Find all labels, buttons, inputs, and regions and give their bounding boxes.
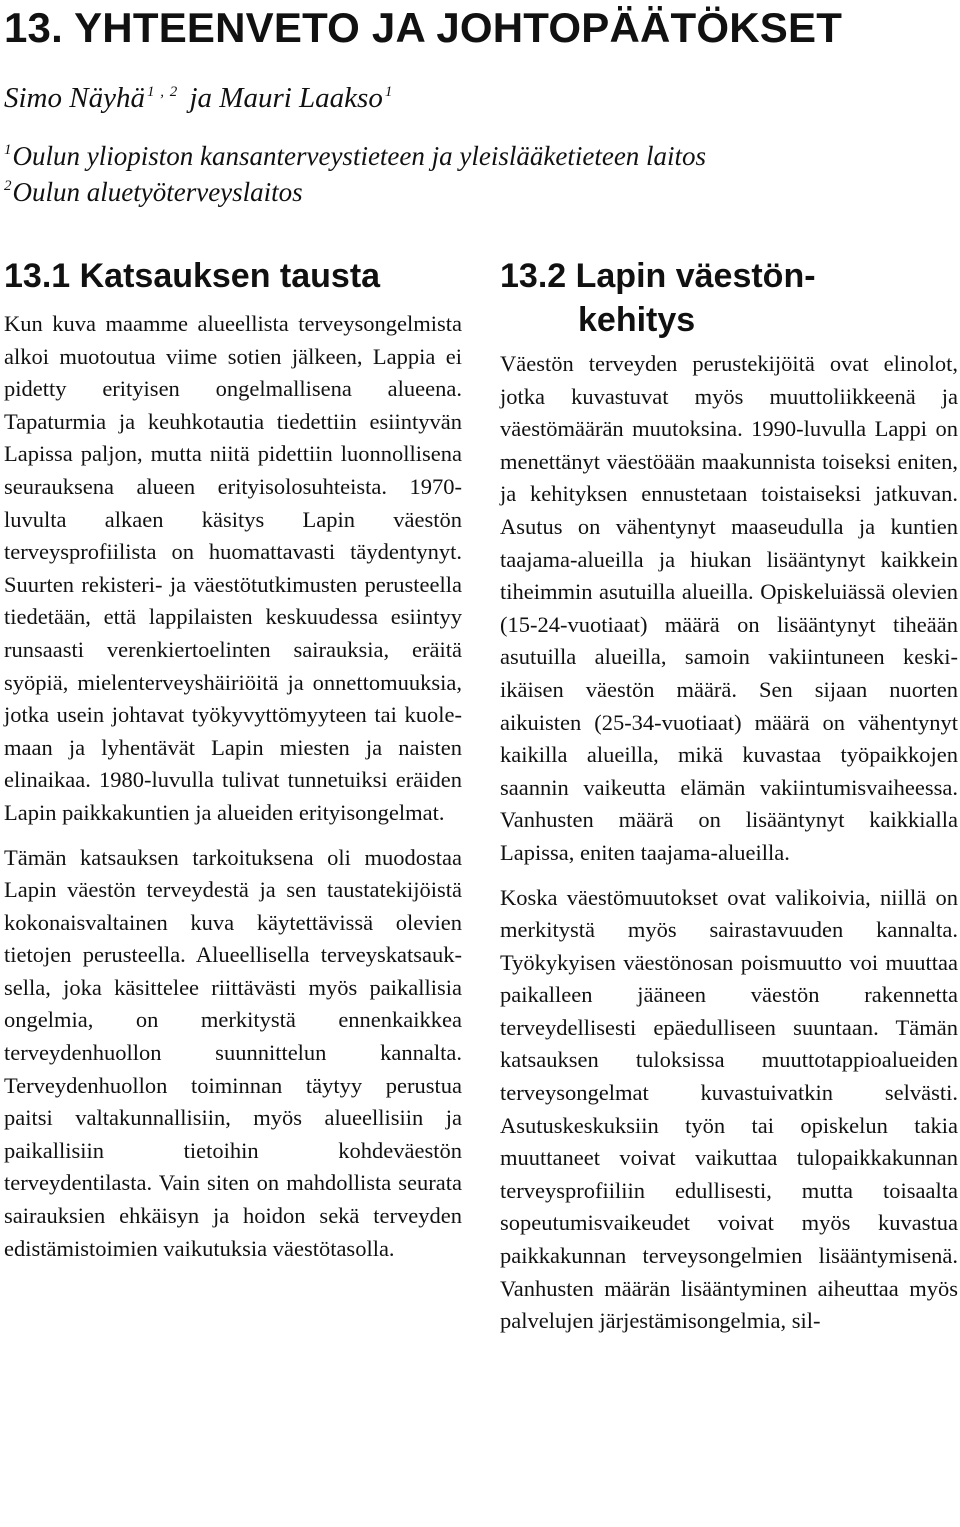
body-paragraph: Tämän katsauksen tarkoituksena oli muodostaa Lapin väestön terveydestä ja sen taustatekijöistä kokonaisvaltainen kuva käytettävissä olevien tietojen perusteella. Alueellisella terveyskatsauksella, joka käsittelee riittävästi myös paikallisia ongelmia, on merkitystä ennenkaikkea terveydenhuollon suunnittelun kannalta. Terveydenhuollon toiminnan täytyy perustua paitsi valtakunnallisiin, myös alueellisiin ja paikallisiin tietoihin kohdeväestön terveydentilasta. Vain siten on mahdollista seurata sairauksien ehkäisyn ja hoidon sekä terveyden edistämistoimien vaikutuksia väestötasolla. (4, 844, 462, 1261)
body-paragraph: Kun kuva maamme alueellista terveysongelmista alkoi muotoutua viime sotien jälkeen, Lappia ei pidetty erityisen ongelmallisena alueena. Tapaturmia ja keuhkotautia tiedettiin esiintyvän Lapissa paljon, mutta niitä pidettiin luonnollisena seurauksena alueen erityisolosuhteista. 1970-luvulta alkaen käsitys Lapin väestön terveysprofiilista on huomattavasti täydentynyt. Suurten rekisteri- ja väestötutkimusten perusteella tiedetään, että lappilaisten keskuudessa esiintyy runsaasti verenkiertoelinten sairauksia, eräitä syöpiä, mielenterveyshäiriöitä ja onnettomuuksia, jotka usein johtavat työkyvyttömyyteen tai kuolemaan ja lyhentävät Lapin miesten ja naisten elinaikaa. 1980-luvulla tulivat tunnetuiksi eräiden Lapin paikkakuntien ja alueiden erityisongelmat. (4, 311, 462, 825)
author-line (4, 80, 397, 116)
section-heading-line: 13.2 Lapin väestön- (500, 257, 816, 295)
author-affiliation-marker: 1 (384, 84, 394, 100)
affiliation-text: Oulun yliopiston kansanterveystieteen ja yleislääketieteen laitos (12, 141, 707, 171)
section-heading (500, 254, 958, 342)
affiliation-line (4, 174, 706, 210)
left-column (4, 254, 462, 1277)
affiliations (4, 138, 706, 210)
author-name: Mauri Laakso (219, 82, 383, 114)
section-heading-line: kehitys (578, 301, 696, 339)
body-paragraph: Väestön terveyden perustekijöitä ovat elinolot, jotka kuvastuvat myös muuttoliikkeenä ja väestömäärän muutoksina. 1990-luvulla Lappi on menettänyt väestöään maakunnista toiseksi eniten, ja kehityksen ennustetaan toistaiseksi jatkuvan. Asutus on vähentynyt maaseudulla ja kuntien taajama-alueilla ja hiukan lisääntynyt kaikkein tiheimmin asutuilla alueilla. Opiskeluiässä olevien (15-24-vuotiaat) määrä on lisääntynyt tiheään asutuilla alueilla, samoin vakiintuneen keski-ikäisen väestön määrä. Sen sijaan nuorten aikuisten (25-34-vuotiaat) määrä on vähentynyt kaikilla alueilla, mikä kuvastaa työpaikkojen saannin vaikeutta elämän vakiintumisvaiheessa. Vanhusten määrä on lisääntynyt kaikkialla Lapissa, eniten taajama-alueilla. (500, 351, 958, 865)
affiliation-marker: 1 (4, 142, 12, 158)
affiliation-line (4, 138, 706, 174)
chapter-title: 13. YHTEENVETO JA JOHTOPÄÄTÖKSET (4, 4, 843, 51)
author-name: Simo Näyhä (4, 82, 145, 114)
right-column (500, 254, 958, 1350)
affiliation-text: Oulun aluetyöterveyslaitos (12, 177, 303, 207)
section-heading: 13.1 Katsauksen tausta (4, 257, 381, 295)
affiliation-marker: 2 (4, 178, 12, 194)
body-paragraph: Koska väestömuutokset ovat valikoivia, niillä on merkitystä myös sairastavuuden kannalta. Työkykyisen väestönosan poismuutto voi muuttaa paikalleen jääneen väestön rakennetta terveydellisesti epäedulliseen suuntaan. Tämän katsauksen tuloksissa muuttotappioalueiden terveysongelmat kuvastuivatkin selvästi. Asutuskeskuksiin työn tai opiskelun takia muuttaneet voivat vaikuttaa tulopaikkakunnan terveysprofiiliin edullisesti, mutta toisaalta sopeutumisvaikeudet voivat myös kuvastua paikkakunnan terveysongelmien lisääntymisenä. Vanhusten määrän lisääntyminen aiheuttaa myös palvelujen järjestämisongelmia, sil- (500, 884, 958, 1334)
author-affiliation-marker: 1 , 2 (146, 84, 179, 100)
author-conjunction: ja (189, 82, 213, 114)
